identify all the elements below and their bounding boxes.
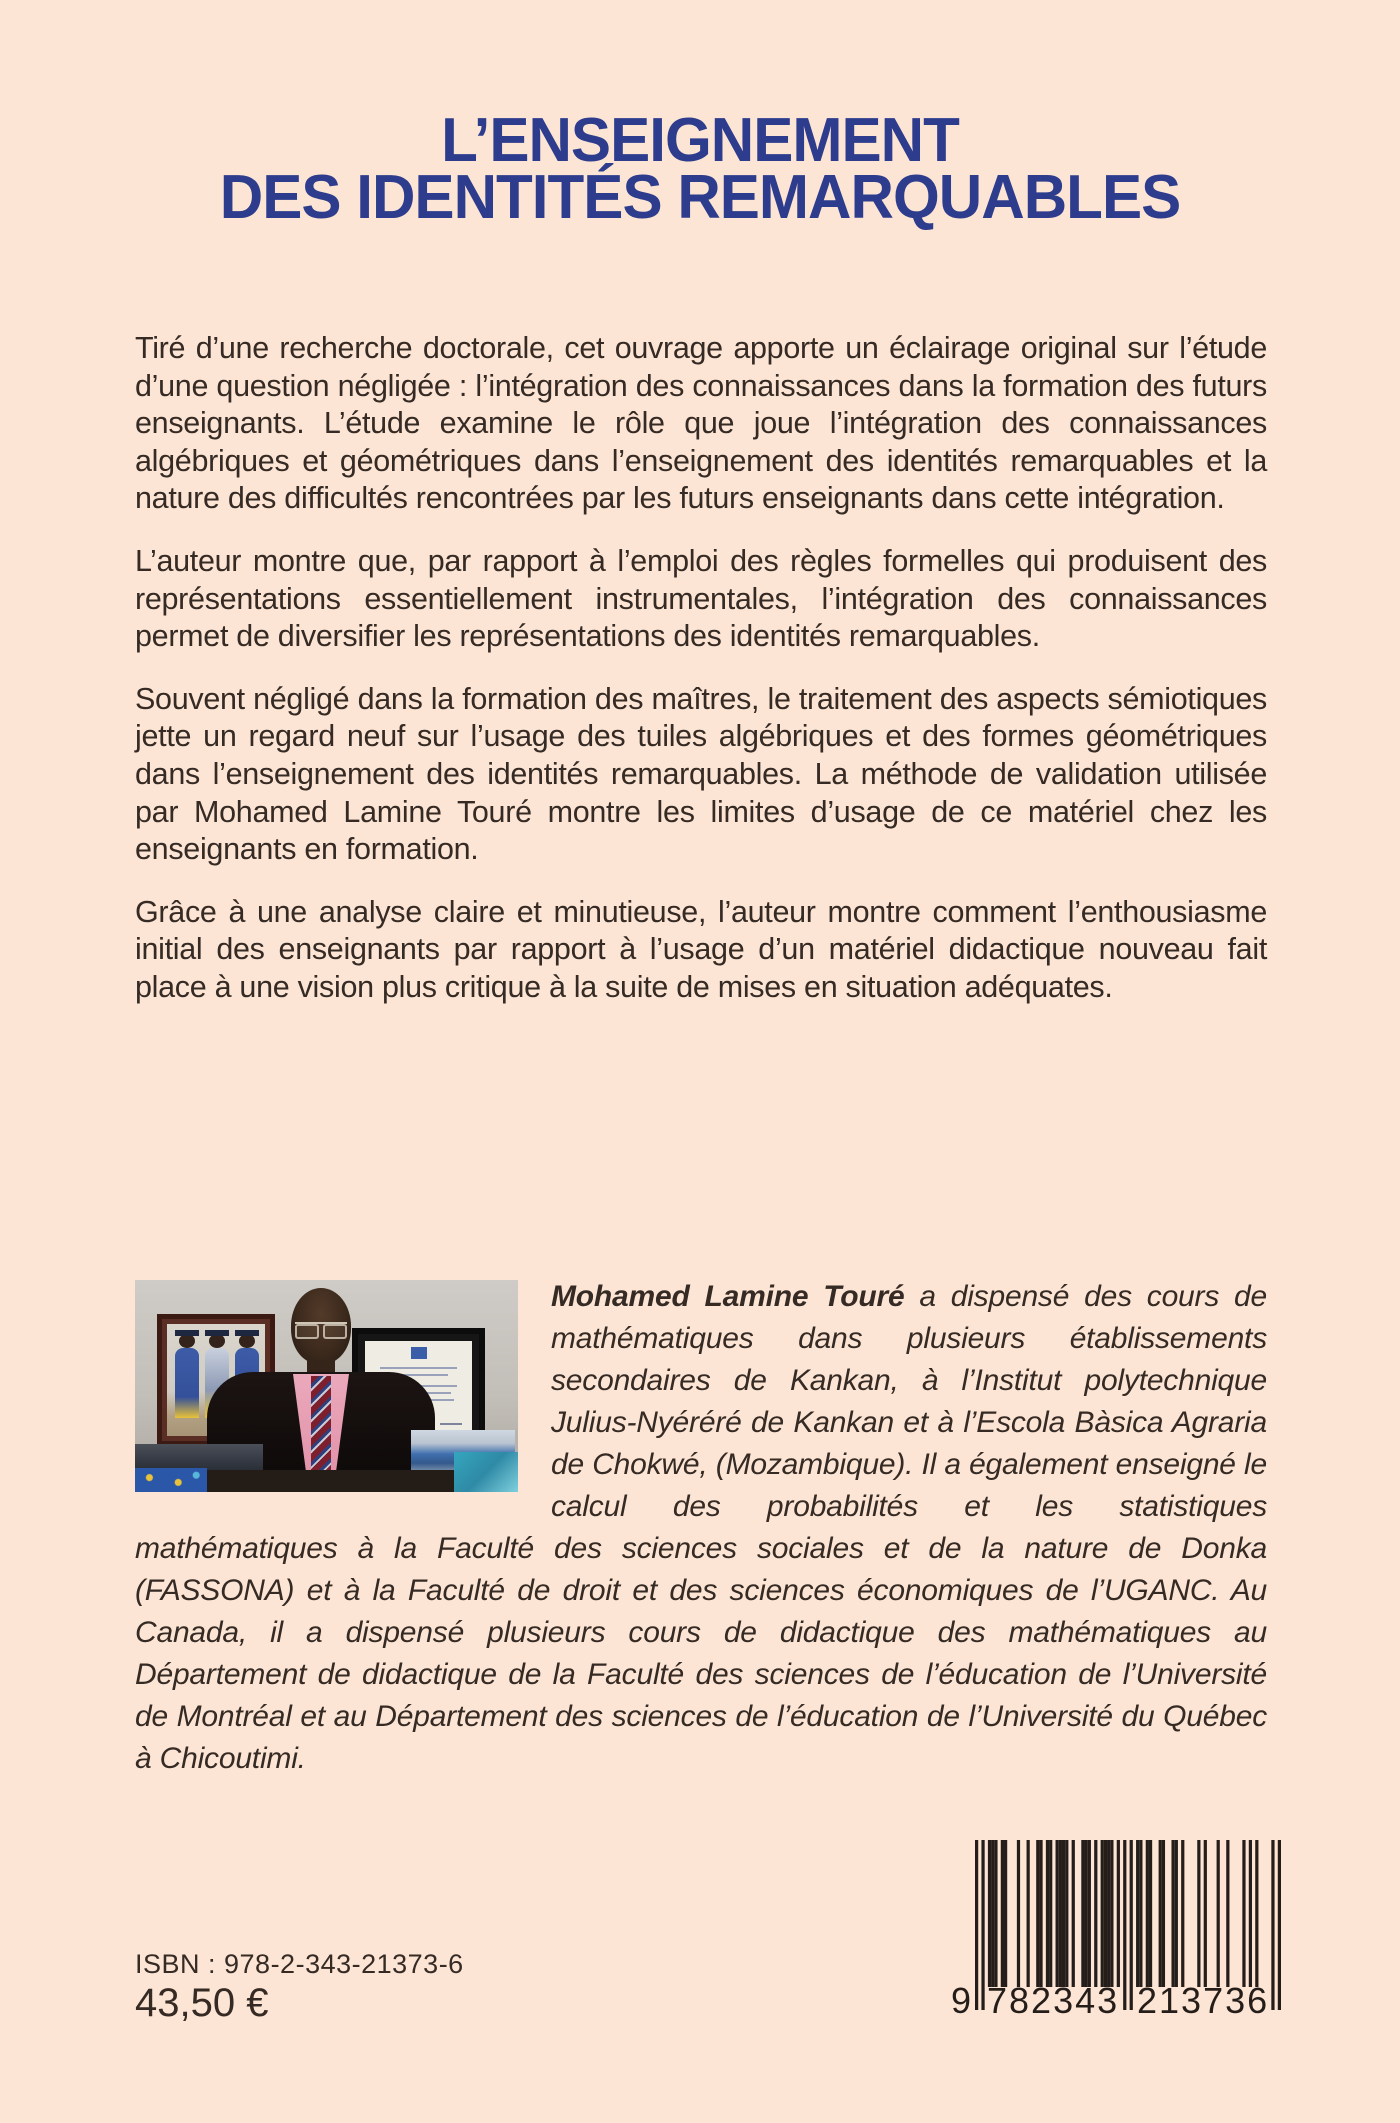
ean13-barcode bbox=[945, 1840, 1290, 2025]
barcode-digit-group1: 782343 bbox=[987, 1980, 1120, 2021]
author-glasses bbox=[295, 1322, 347, 1337]
teal-paper bbox=[454, 1452, 518, 1492]
isbn-label: ISBN : 978-2-343-21373-6 bbox=[135, 1949, 464, 1979]
barcode-digits bbox=[945, 1980, 1290, 2025]
price: 43,50 € bbox=[135, 1981, 269, 2025]
synopsis-paragraph-3: Souvent négligé dans la formation des maîtres, le traitement des aspects sémiotiques jette un regard neuf sur l’usage des tuiles algébriques et des formes géométriques dans l’enseignement des identités remarquables. La méthode de validation utilisée par Mohamed Lamine Touré montre les limites d’usage de ce matériel chez les enseignants en formation. bbox=[135, 681, 1267, 867]
barcode-digit-first: 9 bbox=[951, 1980, 972, 2021]
graduate-figure bbox=[175, 1348, 199, 1418]
book-title-line1: L’ENSEIGNEMENT bbox=[441, 106, 959, 175]
author-section bbox=[135, 1276, 1267, 1780]
synopsis bbox=[135, 330, 1267, 1032]
author-photo bbox=[135, 1280, 518, 1492]
author-bio-text: a dispensé des cours de mathématiques dans plusieurs établissements secondaires de Kankan, à l’Institut polytechnique Julius-Nyéréré de Kankan et à l’Escola Bàsica Agraria de Chokwé, (Mozambique). Il a également enseigné le calcul des probabilités et les statistiques mathématiques à la Faculté des sciences sociales et de la nature de Donka (FASSONA) et à la Faculté de droit et des sciences économiques de l’UGANC. Au Canada, il a dispensé plusieurs cours de didactique des mathématiques au Département de didactique de la Faculté des sciences de l’éducation de l’Université de Montréal et au Département des sciences de l’éducation de l’Université du Québec à Chicoutimi. bbox=[135, 1280, 1267, 1775]
barcode-digit-group2: 213736 bbox=[1137, 1980, 1270, 2021]
artwork bbox=[135, 1468, 207, 1492]
synopsis-paragraph-4: Grâce à une analyse claire et minutieuse, l’auteur montre comment l’enthousiasme initial des enseignants par rapport à l’usage d’un matériel didactique nouveau fait place à une vision plus critique à la suite de mises en situation adéquates. bbox=[135, 894, 1267, 1004]
author-name: Mohamed Lamine Touré bbox=[551, 1280, 905, 1313]
book-title bbox=[0, 106, 1400, 232]
isbn-block bbox=[135, 1948, 464, 2026]
book-title-line2: DES IDENTITÉS REMARQUABLES bbox=[219, 163, 1181, 232]
synopsis-paragraph-2: L’auteur montre que, par rapport à l’emploi des règles formelles qui produisent des représentations essentiellement instrumentales, l’intégration des connaissances permet de diversifier les représentations des identités remarquables. bbox=[135, 543, 1267, 654]
diploma-emblem bbox=[411, 1347, 427, 1359]
synopsis-paragraph-1: Tiré d’une recherche doctorale, cet ouvrage apporte un éclairage original sur l’étude d’une question négligée : l’intégration des connaissances dans la formation des futurs enseignants. L’étude examine le rôle que joue l’intégration des connaissances algébriques et géométriques dans l’enseignement des identités remarquables et la nature des difficultés rencontrées par les futurs enseignants dans cette intégration. bbox=[135, 331, 1267, 516]
